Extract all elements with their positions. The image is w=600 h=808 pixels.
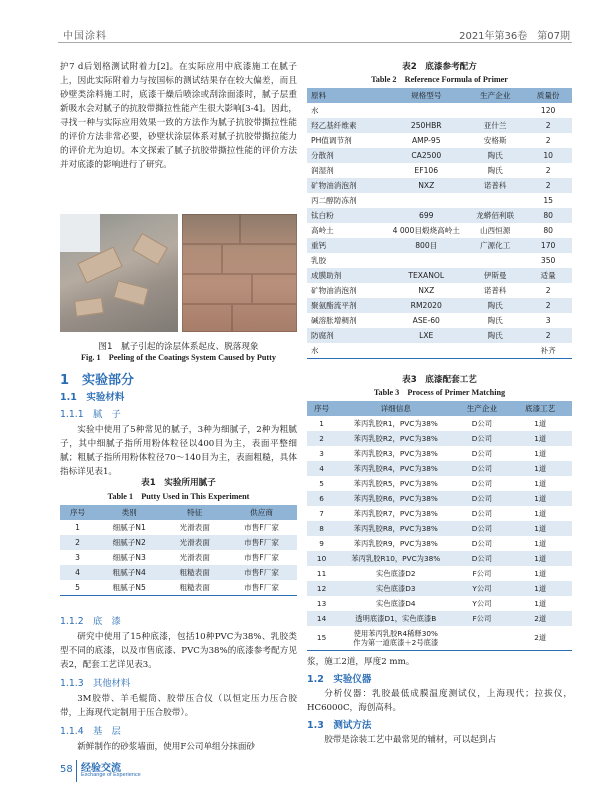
table-row: 防腐剂 LXE 陶氏 2 [307, 328, 572, 343]
other-materials-paragraph: 3M胶带、羊毛辊筒、胶带压合仪（以恒定压力压合胶带，上海现代定制用于压合胶带）。 [60, 694, 297, 718]
table-3-header: 底漆工艺 [508, 401, 572, 416]
table-row: 6 苯丙乳胶R6，PVC为38% D公司 1道 [307, 491, 572, 506]
table-3-caption-cn: 表3 底漆配套工艺 [402, 375, 477, 385]
table-row: 矿物油消泡剂 NXZ 诺普科 2 [307, 178, 572, 193]
table-row: 8 苯丙乳胶R8，PVC为38% D公司 1道 [307, 521, 572, 536]
table-2-caption-en: Table 2 Reference Formula of Primer [371, 75, 508, 84]
table-row: 1 细腻子N1 光滑表面 市售F厂家 [60, 520, 297, 535]
table-row: 4 苯丙乳胶R4，PVC为38% D公司 1道 [307, 461, 572, 476]
subsection-1-3-heading: 1.3 测试方法 [307, 720, 372, 731]
journal-name: 中国涂料 [63, 31, 107, 42]
table-2-header: 规格型号 [387, 88, 467, 103]
table-row: 3 细腻子N3 光滑表面 市售F厂家 [60, 550, 297, 565]
table-row: 聚氨酯流平剂 RM2020 陶氏 2 [307, 298, 572, 313]
table-2-caption-cn: 表2 底漆参考配方 [402, 62, 477, 72]
table-1-block [60, 476, 297, 596]
figure-1 [60, 214, 297, 332]
instruments-paragraph: 分析仪器：乳胶最低成膜温度测试仪，上海现代；拉拔仪，HC6000C，海创高科。 [307, 689, 572, 713]
page-number: 58 [60, 764, 73, 775]
table-row: 碱溶胀增稠剂 ASE-60 陶氏 3 [307, 313, 572, 328]
table-row: 分散剂 CA2500 陶氏 10 [307, 148, 572, 163]
table-row: 1 苯丙乳胶R1，PVC为38% D公司 1道 [307, 416, 572, 431]
table-1-header: 特征 [163, 505, 226, 520]
footer-divider [76, 760, 77, 782]
subsection-1-1-1-heading: 1.1.1 腻 子 [60, 409, 121, 420]
subsection-1-1-2-heading: 1.1.2 底 漆 [60, 616, 121, 627]
table-row: 5 苯丙乳胶R5，PVC为38% D公司 1道 [307, 476, 572, 491]
figure-1-caption-cn: 图1 腻子引起的涂层体系起皮、脱落现象 [98, 342, 259, 352]
table-row: 水 120 [307, 103, 572, 118]
left-column-bottom [60, 613, 297, 754]
table-1 [60, 505, 297, 596]
table-row: 3 苯丙乳胶R3，PVC为38% D公司 1道 [307, 446, 572, 461]
table-row: 矿物油消泡剂 NXZ 诺普科 2 [307, 283, 572, 298]
section-1-1-block [60, 389, 297, 479]
figure-1-photo-right [182, 214, 297, 332]
table-row: PH值调节剂 AMP-95 安格斯 2 [307, 133, 572, 148]
right-column-bottom [307, 655, 572, 747]
table-1-caption-cn: 表1 实验所用腻子 [141, 478, 216, 488]
table-row: 成膜助剂 TEXANOL 伊斯曼 适量 [307, 268, 572, 283]
table-2-header: 生产企业 [466, 88, 524, 103]
table-2-header: 质量份 [524, 88, 572, 103]
table-row: 10 苯丙乳胶R10，PVC为38% D公司 1道 [307, 551, 572, 566]
table-3-header: 序号 [307, 401, 336, 416]
putty-paragraph: 实验中使用了5种常见的腻子，3种为细腻子，2种为粗腻子，其中细腻子指所用粉体粒径以400目为主，表面平整细腻；粗腻子指所用粉体粒径70～140目为主，表面粗糙，具体指标详见表1。 [60, 425, 297, 477]
subsection-1-1-heading: 1.1 实验材料 [60, 392, 125, 403]
section-name-cn: 经验交流 [81, 763, 121, 774]
table-3-header: 详细信息 [336, 401, 455, 416]
figure-1-photo-left [60, 214, 178, 332]
table-row: 9 苯丙乳胶R9，PVC为38% D公司 1道 [307, 536, 572, 551]
table-3-block [307, 373, 572, 651]
table-1-caption-en: Table 1 Putty Used in This Experiment [107, 492, 250, 501]
table-row: 15 使用苯丙乳胶R4稀释30% 作为第一道底漆＋2号底漆 2道 [307, 626, 572, 650]
table-3 [307, 401, 572, 651]
table-2 [307, 88, 572, 359]
substrate-continuation: 浆，施工2道，厚度2 mm。 [307, 657, 415, 667]
table-3-header: 生产企业 [455, 401, 508, 416]
table-1-header: 序号 [60, 505, 95, 520]
section-name-en: Exchange of Experience [81, 772, 141, 778]
primer-paragraph: 研究中使用了15种底漆，包括10种PVC为38%、乳胶类型不同的底漆，以及市售底漆、PVC为38%的底漆参考配方见表2，配套工艺详见表3。 [60, 632, 297, 670]
table-row: 钛白粉 699 龙蟒佰利联 80 [307, 208, 572, 223]
table-2-header: 原料 [307, 88, 387, 103]
table-row: 羟乙基纤维素 250HBR 亚什兰 2 [307, 118, 572, 133]
table-row: 5 粗腻子N5 粗糙表面 市售F厂家 [60, 580, 297, 595]
figure-1-caption-en: Fig. 1 Peeling of the Coatings System Caused by Putty [81, 353, 276, 362]
issue-info: 2021年第36卷 第07期 [459, 31, 570, 42]
table-row: 12 实色底漆D3 Y公司 1道 [307, 581, 572, 596]
table-row: 13 实色底漆D4 Y公司 1道 [307, 596, 572, 611]
table-row: 11 实色底漆D2 F公司 1道 [307, 566, 572, 581]
table-2-block [307, 60, 572, 359]
table-row: 乳胶 350 [307, 253, 572, 268]
subsection-1-1-4-heading: 1.1.4 基 层 [60, 726, 121, 737]
table-row: 2 细腻子N2 光滑表面 市售F厂家 [60, 535, 297, 550]
table-1-header: 类别 [95, 505, 163, 520]
table-row: 14 透明底漆D1，实色底漆B F公司 2道 [307, 611, 572, 626]
table-row: 重钙 800目 广源化工 170 [307, 238, 572, 253]
substrate-paragraph: 新鲜制作的砂浆墙面，使用F公司单组分抹面砂 [77, 742, 256, 752]
table-1-header: 供应商 [226, 505, 297, 520]
table-row: 润湿剂 EF106 陶氏 2 [307, 163, 572, 178]
header-divider [58, 42, 572, 43]
table-row: 2 苯丙乳胶R2，PVC为38% D公司 1道 [307, 431, 572, 446]
test-method-paragraph: 胶带是涂装工艺中最常见的辅材，可以起到占 [324, 735, 497, 745]
subsection-1-2-heading: 1.2 实验仪器 [307, 674, 372, 685]
left-column-top [60, 60, 297, 172]
subsection-1-1-3-heading: 1.1.3 其他材料 [60, 678, 131, 689]
section-1-heading: 1 实验部分 [60, 373, 135, 388]
table-row: 丙二醇防冻剂 15 [307, 193, 572, 208]
table-row: 水 补齐 [307, 343, 572, 358]
intro-paragraph: 护7 d后划格测试附着力[2]。在实际应用中底漆施工在腻子上，因此实际附着力与按国标的测试结果存在较大偏差，而且砂壁类涂料施工时，底漆干燥后喷涂或刮涂面漆时，腻子层重新吸水会对腻子的抗胶带撕拉性能产生很大影响[3-4]。因此，寻找一种与实际应用效果一致的方法作为腻子抗胶带撕拉性能的评价方法非常必要，砂壁状涂层体系对腻子抗胶带撕拉能力的评价尤为迫切。本文探索了腻子抗胶带撕拉性能的评价方法并对底漆的影响进行了研究。 [60, 62, 297, 170]
table-row: 高岭土 4 000目煅烧高岭土 山西恒源 80 [307, 223, 572, 238]
table-3-caption-en: Table 3 Process of Primer Matching [373, 388, 506, 397]
table-row: 4 粗腻子N4 粗糙表面 市售F厂家 [60, 565, 297, 580]
table-row: 7 苯丙乳胶R7，PVC为38% D公司 1道 [307, 506, 572, 521]
